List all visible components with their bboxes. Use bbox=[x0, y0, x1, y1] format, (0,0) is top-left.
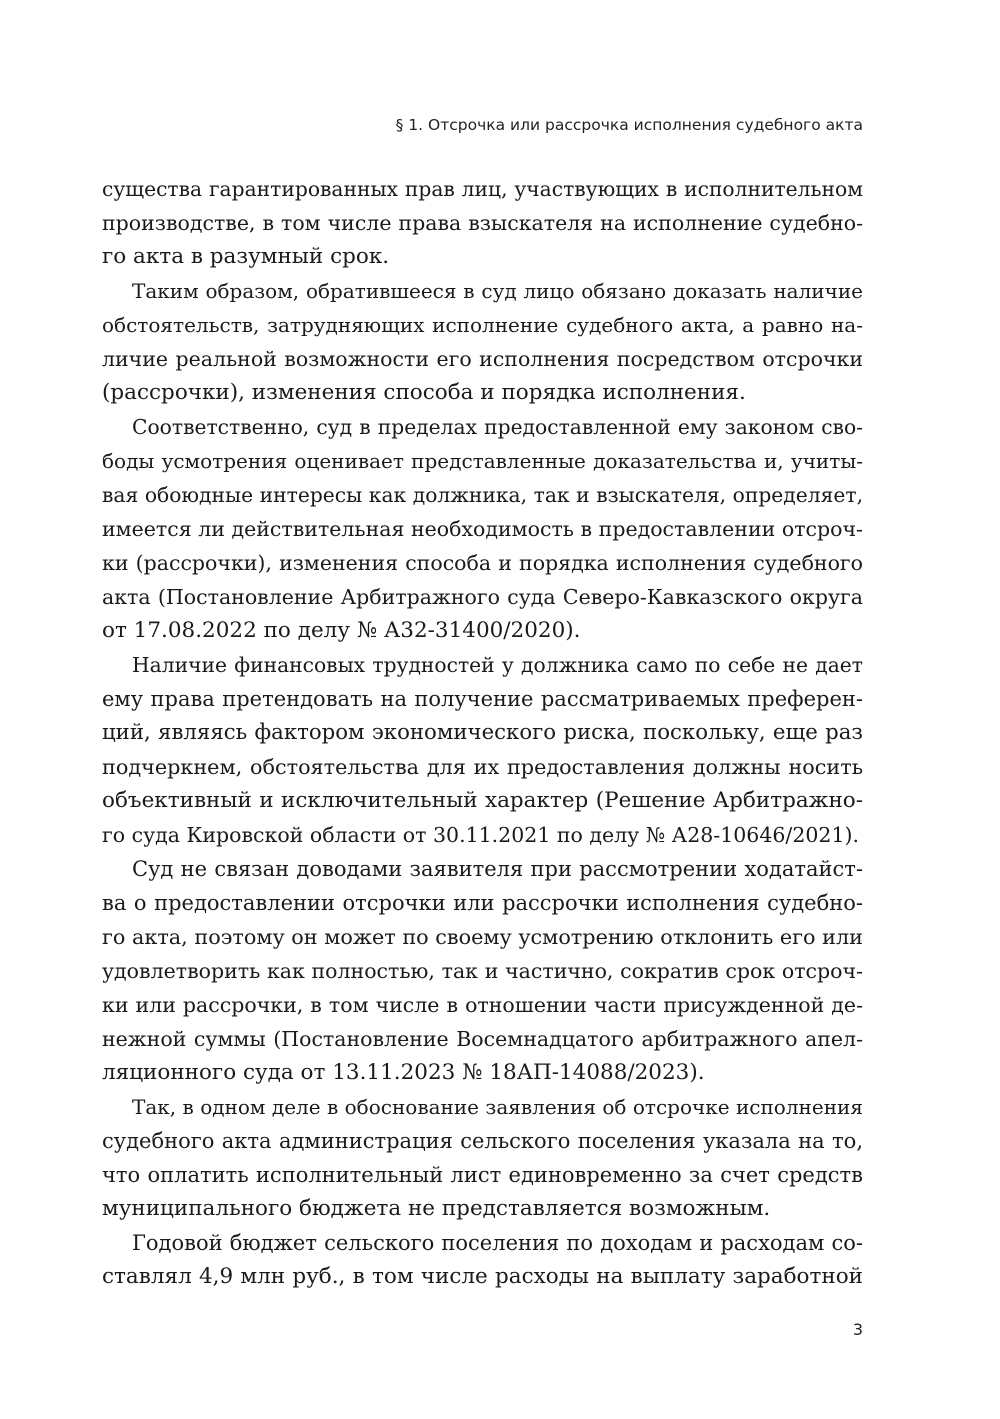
text-line: существа гарантированных прав лиц, участвующих в исполнительном bbox=[102, 177, 863, 201]
running-head: § 1. Отсрочка или рассрочка исполнения судебного акта bbox=[395, 116, 863, 134]
text-line: Годовой бюджет сельского поселения по доходам и расходам со- bbox=[132, 1231, 863, 1255]
text-line: боды усмотрения оценивает представленные доказательства и, учиты- bbox=[102, 449, 863, 473]
text-line: что оплатить исполнительный лист единовременно за счет средств bbox=[102, 1163, 863, 1187]
text-line: ва о предоставлении отсрочки или рассрочки исполнения судебно- bbox=[102, 891, 863, 915]
text-line: ки или рассрочки, в том числе в отношении части присужденной де- bbox=[102, 993, 863, 1017]
text-line: нежной суммы (Постановление Восемнадцатого арбитражного апел- bbox=[102, 1027, 863, 1051]
paragraph bbox=[102, 410, 863, 648]
page-number: 3 bbox=[852, 1320, 863, 1339]
text-line: вая обоюдные интересы как должника, так и взыскателя, определяет, bbox=[102, 483, 863, 507]
text-line: муниципального бюджета не представляется возможным. bbox=[102, 1196, 771, 1221]
text-line: (рассрочки), изменения способа и порядка исполнения. bbox=[102, 380, 746, 405]
text-line: объективный и исключительный характер (Решение Арбитражно- bbox=[102, 788, 863, 813]
paragraph bbox=[102, 1090, 863, 1226]
body-text bbox=[102, 172, 863, 1294]
text-line: Суд не связан доводами заявителя при рассмотрении ходатайст- bbox=[132, 857, 863, 881]
text-line: удовлетворить как полностью, так и частично, сократив срок отсроч- bbox=[102, 959, 863, 983]
paragraph bbox=[102, 172, 863, 274]
text-line: Таким образом, обратившееся в суд лицо обязано доказать наличие bbox=[132, 279, 863, 303]
text-line: ставлял 4,9 млн руб., в том числе расходы на выплату заработной bbox=[102, 1264, 863, 1289]
paragraph bbox=[102, 1226, 863, 1294]
paragraph bbox=[102, 852, 863, 1090]
text-line: судебного акта администрация сельского поселения указала на то, bbox=[102, 1129, 863, 1153]
text-line: Соответственно, суд в пределах предоставленной ему законом сво- bbox=[132, 415, 863, 439]
text-line: го акта, поэтому он может по своему усмотрению отклонить его или bbox=[102, 925, 863, 949]
text-line: ляционного суда от 13.11.2023 № 18АП-14088/2023). bbox=[102, 1060, 705, 1085]
text-line: акта (Постановление Арбитражного суда Северо-Кавказского округа bbox=[102, 585, 863, 609]
text-line: обстоятельств, затрудняющих исполнение судебного акта, а равно на- bbox=[102, 313, 863, 337]
text-line: ций, являясь фактором экономического риска, поскольку, еще раз bbox=[102, 720, 863, 745]
text-line: Так, в одном деле в обоснование заявления об отсрочке исполнения bbox=[132, 1095, 863, 1119]
text-line: личие реальной возможности его исполнения посредством отсрочки bbox=[102, 347, 863, 371]
text-line: производстве, в том числе права взыскателя на исполнение судебно- bbox=[102, 211, 863, 235]
text-line: Наличие финансовых трудностей у должника само по себе не дает bbox=[132, 653, 863, 677]
text-line: ки (рассрочки), изменения способа и порядка исполнения судебного bbox=[102, 551, 863, 575]
text-line: го суда Кировской области от 30.11.2021 по делу № А28-10646/2021). bbox=[102, 823, 860, 847]
paragraph bbox=[102, 648, 863, 852]
text-line: имеется ли действительная необходимость в предоставлении отсроч- bbox=[102, 517, 863, 541]
text-line: от 17.08.2022 по делу № А32-31400/2020). bbox=[102, 618, 581, 643]
text-line: подчеркнем, обстоятельства для их предоставления должны носить bbox=[102, 755, 863, 779]
text-line: го акта в разумный срок. bbox=[102, 244, 390, 269]
paragraph bbox=[102, 274, 863, 410]
text-line: ему права претендовать на получение рассматриваемых преферен- bbox=[102, 687, 863, 711]
